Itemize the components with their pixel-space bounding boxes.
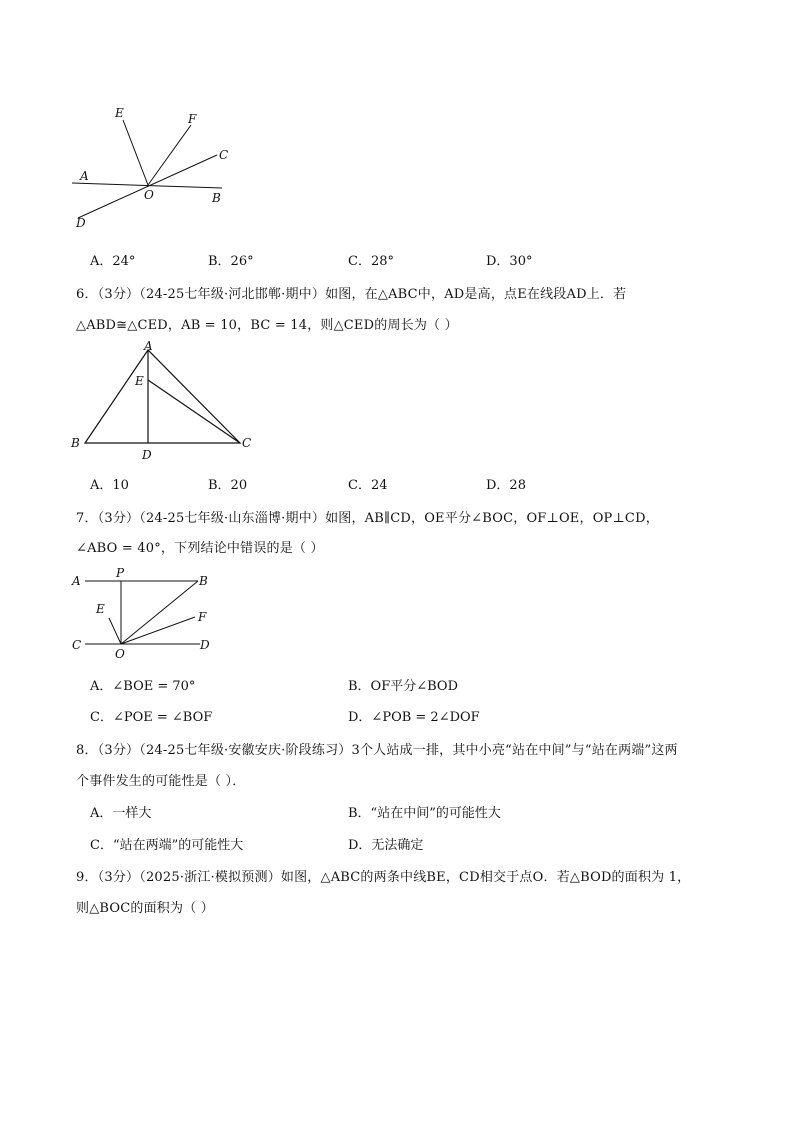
ray-oe	[123, 120, 148, 185]
q7-stem-line1: 7．（3分）（24-25七年级·山东淄博·期中）如图，AB∥CD，OE平分∠BOC，OF⊥OE，OP⊥CD，	[76, 511, 659, 526]
label-c: C	[219, 148, 229, 162]
q5-option-d: D．30°	[486, 254, 533, 269]
ray-od-oc	[78, 155, 217, 218]
figure-q5-angles	[60, 100, 240, 235]
q5-option-c: C．28°	[348, 254, 394, 269]
q8-option-d: D．无法确定	[348, 838, 424, 853]
q7-stem-line2: ∠ABO = 40°，下列结论中错误的是（ ）	[76, 541, 324, 556]
q6-stem-line2: △ABD≅△CED，AB = 10，BC = 14，则△CED的周长为（ ）	[76, 318, 458, 333]
label-d: D	[76, 216, 86, 230]
label-b: B	[212, 191, 221, 205]
triangle-abc	[85, 350, 240, 443]
label-o: O	[144, 188, 154, 202]
q5-option-a: A．24°	[90, 254, 136, 269]
label-e: E	[135, 374, 144, 388]
q9-stem-line1: 9．（3分）（2025·浙江·模拟预测）如图，△ABC的两条中线BE，CD相交于点O．若△BOD的面积为 1，	[76, 870, 691, 885]
q6-stem-line1: 6．（3分）（24-25七年级·河北邯郸·期中）如图，在△ABC中，AD是高，点E在线段AD上．若	[76, 287, 627, 302]
q6-option-b: B．20	[208, 478, 248, 493]
ray-oe	[109, 618, 121, 644]
label-c: C	[72, 638, 82, 652]
label-f: F	[188, 112, 197, 126]
figure-q6-triangle	[65, 338, 265, 463]
label-f: F	[198, 610, 207, 624]
label-e: E	[96, 602, 105, 616]
label-a: A	[72, 574, 81, 588]
q7-option-b: B．OF平分∠BOD	[348, 679, 458, 694]
label-o: O	[115, 647, 125, 661]
label-e: E	[115, 106, 124, 120]
q5-option-b: B．26°	[208, 254, 254, 269]
label-c: C	[242, 436, 252, 450]
q6-option-a: A．10	[90, 478, 129, 493]
label-d: D	[142, 448, 152, 462]
q7-option-c: C．∠POE = ∠BOF	[90, 710, 213, 725]
label-b: B	[71, 436, 80, 450]
q7-option-a: A．∠BOE = 70°	[90, 679, 196, 694]
segment-ob	[121, 581, 198, 644]
q6-option-d: D．28	[486, 478, 526, 493]
figure-q7-parallel-lines	[65, 562, 225, 662]
q6-option-c: C．24	[348, 478, 388, 493]
q8-stem-line1: 8．（3分）（24-25七年级·安徽安庆·阶段练习）3个人站成一排，其中小亮“站在中间”与“站在两端”这两	[76, 743, 678, 758]
q8-option-c: C．“站在两端”的可能性大	[90, 838, 244, 853]
label-p: P	[116, 566, 125, 580]
label-a: A	[144, 339, 153, 353]
q8-option-b: B．“站在中间”的可能性大	[348, 806, 501, 821]
q8-option-a: A．一样大	[90, 806, 152, 821]
q9-stem-line2: 则△BOC的面积为（ ）	[76, 901, 214, 916]
q8-stem-line2: 个事件发生的可能性是（ ）．	[76, 774, 246, 789]
ray-of	[121, 617, 195, 644]
segment-ec	[148, 380, 240, 443]
q7-option-d: D．∠POB = 2∠DOF	[348, 710, 480, 725]
label-d: D	[200, 638, 210, 652]
label-b: B	[199, 574, 208, 588]
label-a: A	[80, 169, 89, 183]
